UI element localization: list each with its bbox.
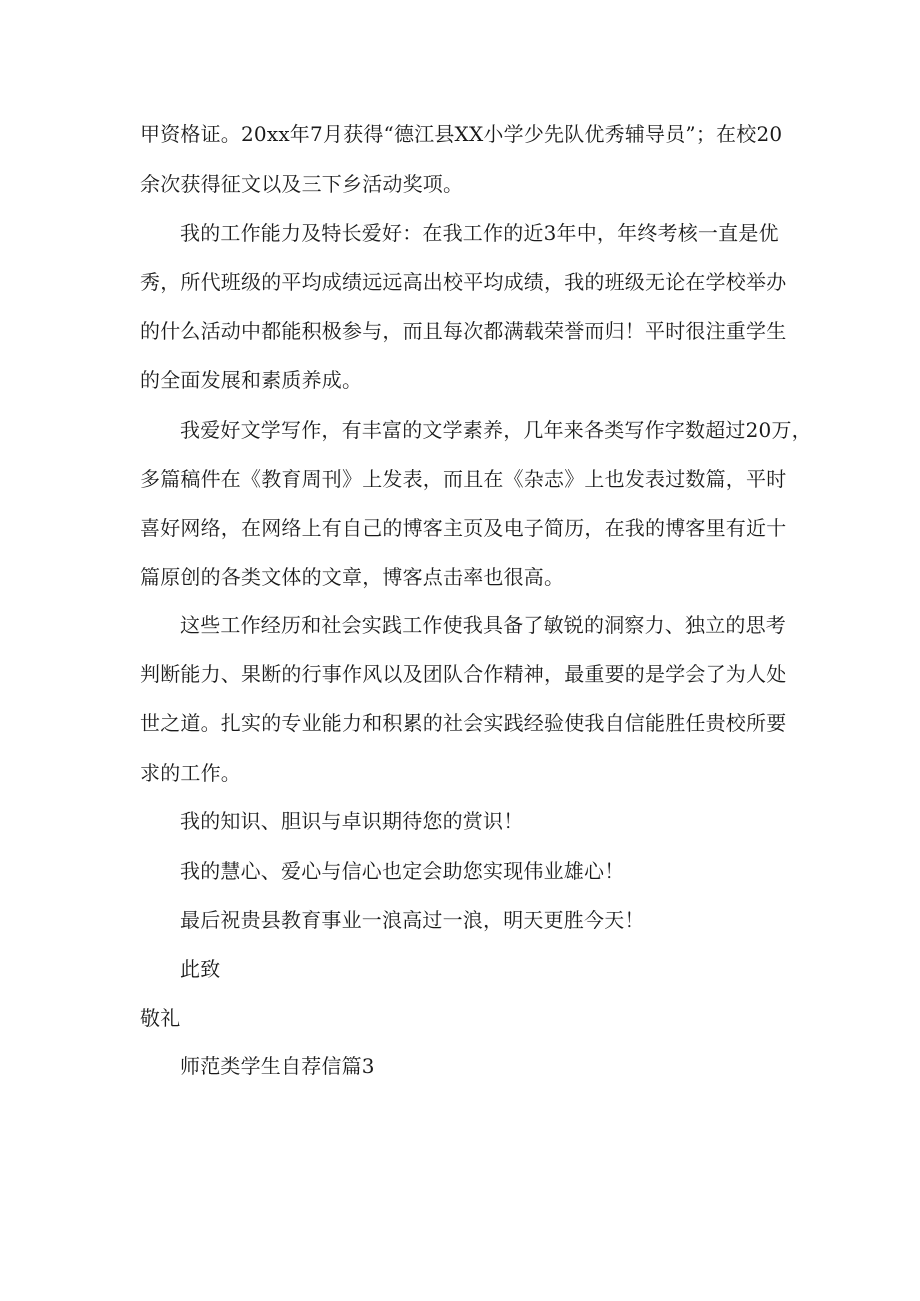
paragraph-line: 甲资格证。20xx年7月获得“德江县XX小学少先队优秀辅导员”；在校20: [140, 122, 783, 146]
closing-line: 最后祝贵县教育事业一浪高过一浪，明天更胜今天！: [180, 908, 645, 932]
paragraph-line: 多篇稿件在《教育周刊》上发表，而且在《杂志》上也发表过数篇，平时: [140, 467, 787, 491]
paragraph-line: 的什么活动中都能积极参与，而且每次都满载荣誉而归！平时很注重学生: [140, 319, 787, 343]
paragraph-line: 求的工作。: [140, 761, 241, 785]
paragraph-line: 余次获得征文以及三下乡活动奖项。: [140, 172, 464, 196]
paragraph-line: 我的工作能力及特长爱好：在我工作的近3年中，年终考核一直是优: [180, 221, 779, 245]
paragraph-line: 篇原创的各类文体的文章，博客点击率也很高。: [140, 565, 565, 589]
closing-line: 我的慧心、爱心与信心也定会助您实现伟业雄心！: [180, 859, 625, 883]
paragraph-line: 喜好网络，在网络上有自己的博客主页及电子简历，在我的博客里有近十: [140, 516, 787, 540]
closing-cizhi: 此致: [180, 957, 221, 981]
closing-line: 我的知识、胆识与卓识期待您的赏识！: [180, 809, 524, 833]
paragraph-line: 世之道。扎实的专业能力和积累的社会实践经验使我自信能胜任贵校所要: [140, 711, 787, 735]
salute: 敬礼: [140, 1006, 181, 1030]
paragraph-line: 这些工作经历和社会实践工作使我具备了敏锐的洞察力、独立的思考: [180, 613, 786, 637]
next-section-heading: 师范类学生自荐信篇3: [180, 1054, 375, 1078]
paragraph-line: 的全面发展和素质养成。: [140, 368, 363, 392]
paragraph-line: 我爱好文学写作，有丰富的文学素养，几年来各类写作字数超过20万，: [180, 418, 812, 442]
paragraph-line: 秀，所代班级的平均成绩远远高出校平均成绩，我的班级无论在学校举办: [140, 270, 787, 294]
paragraph-line: 判断能力、果断的行事作风以及团队合作精神，最重要的是学会了为人处: [140, 662, 787, 686]
